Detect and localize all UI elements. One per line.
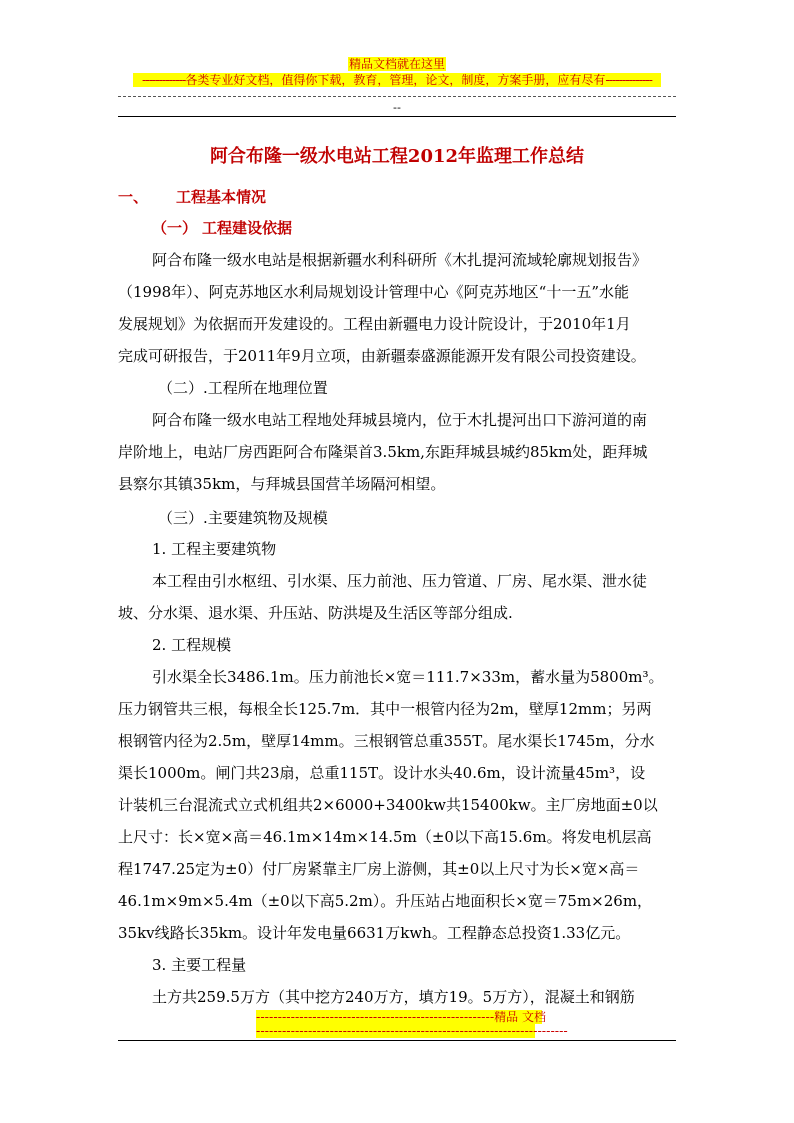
header-rule (118, 116, 676, 117)
header-sub (133, 73, 661, 87)
subsection-heading-3: （三）.主要建筑物及规模 (158, 509, 328, 527)
paragraph-line: 坡、分水渠、退水渠、升压站、防洪堤及生活区等部分组成. (118, 604, 513, 622)
paragraph-line: 计装机三台混流式立式机组共2×6000+3400kw共15400kw。主厂房地面±0以 (118, 796, 658, 814)
paragraph-line: 渠长1000m。闸门共23扇，总重115T。设计水头40.6m，设计流量45m³，设 (118, 764, 646, 782)
paragraph-line: 上尺寸：长×宽×高＝46.1m×14m×14.5m（±0以下高15.6m。将发电机层高 (118, 828, 652, 846)
list-item-heading: 3. 主要工程量 (152, 956, 247, 974)
paragraph-line: 县察尔其镇35km，与拜城县国营羊场隔河相望。 (118, 475, 446, 493)
header-dashes-right: -------------- (605, 73, 652, 87)
document-title: 阿合布隆一级水电站工程2012年监理工作总结 (209, 146, 585, 167)
subsection-number: （一） (152, 219, 198, 237)
header-sub-text: 各类专业好文档，值得你下载，教育，管理，论文，制度，方案手册，应有尽有 (185, 73, 606, 87)
footer-line-2: ------------------------------------------------------------------------ (256, 1024, 568, 1038)
header-dashed-divider (118, 96, 676, 97)
header-top (0, 57, 794, 71)
list-item-heading: 1. 工程主要建筑物 (152, 540, 277, 558)
paragraph-line: 程1747.25定为±0）付厂房紧靠主厂房上游侧，其±0以上尺寸为长×宽×高＝ (118, 860, 640, 878)
paragraph-line: 阿合布隆一级水电站工程地处拜城县境内，位于木扎提河出口下游河道的南 (152, 411, 648, 429)
footer-dashes: ------------------------------------------------------- (256, 1010, 495, 1024)
paragraph-line: 引水渠全长3486.1m。压力前池长×宽＝111.7×33m，蓄水量为5800m³。 (152, 668, 664, 686)
list-item-heading: 2. 工程规模 (152, 636, 232, 654)
paragraph-line: （1998年）、阿克苏地区水利局规划设计管理中心《阿克苏地区“十一五”水能 (118, 283, 630, 301)
paragraph-line: 发展规划》为依据而开发建设的。工程由新疆电力设计院设计，于2010年1月 (118, 315, 631, 333)
section-label: 工程基本情况 (176, 188, 267, 206)
paragraph-line: 阿合布隆一级水电站是根据新疆水利科研所《木扎提河流域轮廓规划报告》 (152, 251, 648, 269)
header-tail: -- (393, 101, 401, 114)
paragraph-line: 本工程由引水枢纽、引水渠、压力前池、压力管道、厂房、尾水渠、泄水徒 (152, 572, 648, 590)
footer-text: 精品 文档 (494, 1010, 546, 1024)
paragraph-line: 完成可研报告，于2011年9月立项，由新疆泰盛源能源开发有限公司投资建设。 (118, 347, 646, 365)
section-heading-1 (118, 185, 266, 209)
subsection-label: 工程建设依据 (202, 219, 293, 237)
footer-line-1 (256, 1010, 546, 1024)
paragraph-line: 土方共259.5万方（其中挖方240万方，填方19。5万方），混凝土和钢筋 (152, 988, 635, 1006)
paragraph-line: 根钢管内径为2.5m，壁厚14mm。三根钢管总重355T。尾水渠长1745m，分水 (118, 732, 655, 750)
paragraph-line: 35kv线路长35km。设计年发电量6631万kwh。工程静态总投资1.33亿元。 (118, 924, 631, 942)
header-dashes-left: ------------- (142, 73, 186, 87)
paragraph-line: 压力钢管共三根，每根全长125.7m．其中一根管内径为2m，壁厚12mm；另两 (118, 700, 652, 718)
paragraph-line: 46.1m×9m×5.4m（±0以下高5.2m）。升压站占地面积长×宽＝75m×26m， (118, 892, 653, 910)
footer-rule (118, 1040, 676, 1041)
header-top-text: 精品文档就在这里 (348, 57, 445, 71)
paragraph-line: 岸阶地上，电站厂房西距阿合布隆渠首3.5km,东距拜城县城约85km处，距拜城 (118, 443, 648, 461)
section-number: 一、 (118, 188, 149, 206)
subsection-heading-2: （二）.工程所在地理位置 (158, 379, 328, 397)
subsection-heading-1 (152, 216, 292, 240)
